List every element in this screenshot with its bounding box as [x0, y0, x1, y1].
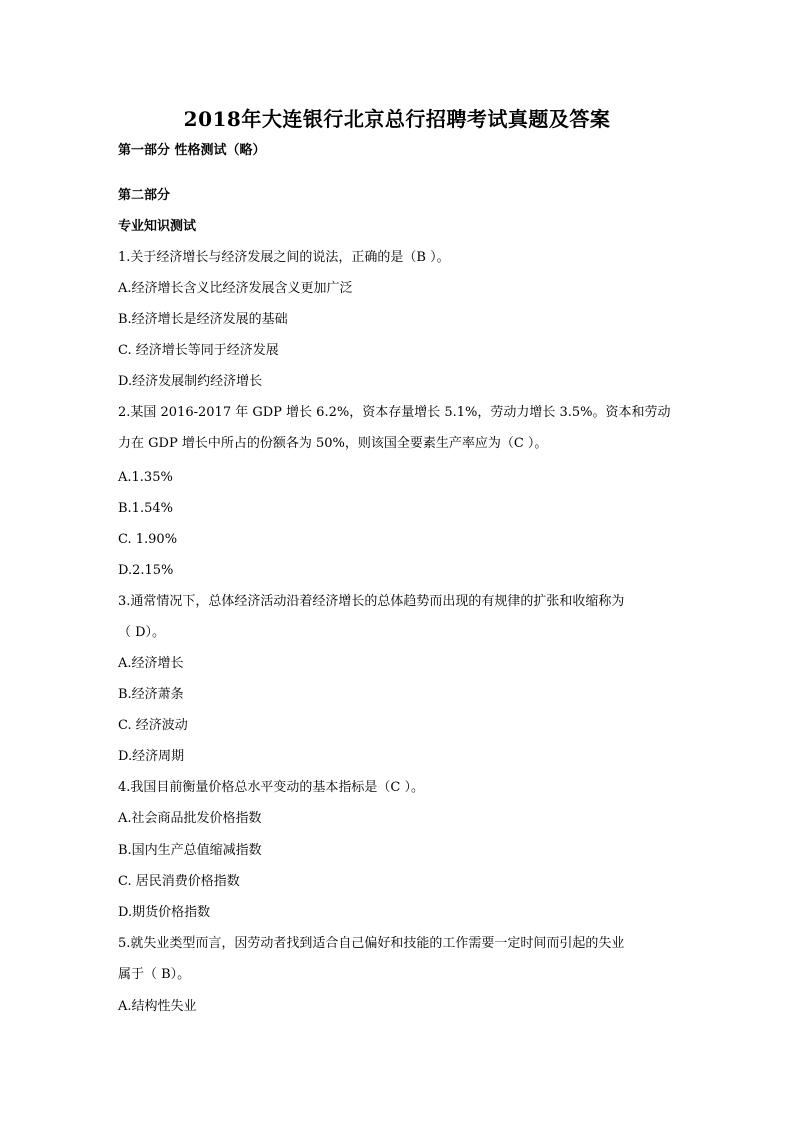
question-2-stem-line1: 2.某国 2016-2017 年 GDP 增长 6.2%，资本存量增长 5.1%，劳动力增长 3.5%。资本和劳动 — [118, 405, 671, 420]
question-5-option-a: A.结构性失业 — [118, 999, 197, 1014]
question-4-option-d: D.期货价格指数 — [118, 905, 211, 920]
section-heading-part2: 第二部分 — [118, 188, 171, 203]
question-1-stem: 1.关于经济增长与经济发展之间的说法，正确的是（B ）。 — [118, 250, 450, 265]
question-1-option-d: D.经济发展制约经济增长 — [118, 374, 263, 389]
question-2-stem-line2: 力在 GDP 增长中所占的份额各为 50%，则该国全要素生产率应为（C ）。 — [118, 436, 548, 451]
question-1-option-a: A.经济增长含义比经济发展含义更加广泛 — [118, 281, 353, 296]
question-3-stem-line1: 3.通常情况下，总体经济活动沿着经济增长的总体趋势而出现的有规律的扩张和收缩称为 — [118, 594, 625, 609]
document-title: 2018年大连银行北京总行招聘考试真题及答案 — [183, 107, 611, 131]
question-4-option-a: A.社会商品批发价格指数 — [118, 811, 262, 826]
question-2-option-c: C. 1.90% — [118, 532, 178, 547]
question-5-stem-line2: 属于（ B）。 — [118, 967, 191, 982]
question-4-option-c: C. 居民消费价格指数 — [118, 874, 240, 889]
question-3-option-b: B.经济萧条 — [118, 687, 184, 702]
question-1-option-c: C. 经济增长等同于经济发展 — [118, 343, 279, 358]
question-4-stem: 4.我国目前衡量价格总水平变动的基本指标是（C ）。 — [118, 780, 424, 795]
question-2-option-a: A.1.35% — [118, 470, 173, 485]
question-5-stem-line1: 5.就失业类型而言，因劳动者找到适合自己偏好和技能的工作需要一定时间而引起的失业 — [118, 936, 625, 951]
question-1-option-b: B.经济增长是经济发展的基础 — [118, 312, 288, 327]
section-heading-personality: 第一部分 性格测试（略） — [118, 143, 266, 158]
question-3-option-a: A.经济增长 — [118, 656, 184, 671]
question-3-stem-line2: （ D）。 — [118, 625, 166, 640]
question-4-option-b: B.国内生产总值缩减指数 — [118, 843, 262, 858]
question-2-option-b: B.1.54% — [118, 501, 173, 516]
question-3-option-c: C. 经济波动 — [118, 718, 188, 733]
subsection-heading-knowledge: 专业知识测试 — [118, 219, 197, 234]
question-3-option-d: D.经济周期 — [118, 749, 185, 764]
question-2-option-d: D.2.15% — [118, 563, 174, 578]
